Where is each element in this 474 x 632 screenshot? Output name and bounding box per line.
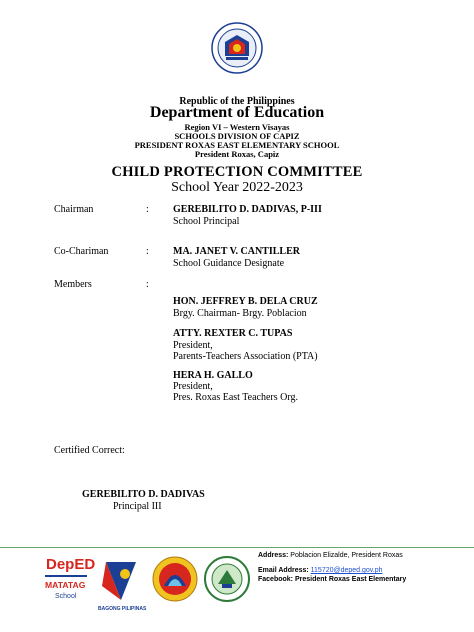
member-1-role: Brgy. Chairman- Brgy. Poblacion	[173, 308, 307, 319]
chairman-label: Chairman	[54, 204, 94, 215]
deped-logo-text: DepED	[46, 556, 96, 573]
co-chairman-label: Co-Chariman	[54, 246, 109, 257]
co-chairman-role: School Guidance Designate	[173, 258, 285, 269]
member-2-name: ATTY. REXTER C. TUPAS	[173, 328, 293, 339]
member-2-role-2: Parents-Teachers Association (PTA)	[173, 351, 318, 362]
signatory-title: Principal III	[113, 501, 162, 512]
member-3-role-2: Pres. Roxas East Teachers Org.	[173, 392, 299, 403]
division-seal-logo	[152, 556, 198, 602]
member-2-role-1: President,	[173, 340, 213, 351]
deped-seal-logo	[211, 22, 263, 74]
co-chairman-name: MA. JANET V. CANTILLER	[173, 246, 300, 257]
chairman-colon: :	[146, 204, 149, 215]
deped-matatag-logo	[45, 552, 96, 616]
members-label: Members	[54, 279, 92, 290]
footer-divider	[0, 547, 474, 548]
signatory-name: GEREBILITO D. DADIVAS	[82, 489, 205, 500]
address-value: Poblacion Elizalde, President Roxas	[290, 552, 403, 559]
bagong-pilipinas-logo	[98, 556, 147, 614]
footer-address	[258, 552, 403, 559]
matatag-text: MATATAG	[45, 580, 86, 590]
co-chairman-colon: :	[146, 246, 149, 257]
matatag-sub-text: School	[55, 593, 77, 600]
republic-line: Republic of the Philippines	[179, 96, 295, 107]
member-1-name: HON. JEFFREY B. DELA CRUZ	[173, 296, 318, 307]
chairman-role: School Principal	[173, 216, 240, 227]
school-name-line: PRESIDENT ROXAS EAST ELEMENTARY SCHOOL	[134, 140, 340, 150]
chairman-name: GEREBILITO D. DADIVAS, P-III	[173, 204, 322, 215]
town-line: President Roxas, Capiz	[194, 149, 280, 159]
email-label: Email Address:	[258, 567, 309, 574]
member-3-role-1: President,	[173, 381, 213, 392]
certified-correct-label: Certified Correct:	[54, 445, 125, 456]
region-line: Region VI – Western Visayas	[184, 122, 290, 132]
bagong-pilipinas-text: BAGONG PILIPINAS	[98, 606, 147, 612]
department-title: Department of Education	[149, 104, 325, 121]
school-seal-logo	[204, 556, 250, 602]
facebook-value[interactable]: President Roxas East Elementary	[294, 576, 407, 583]
address-label: Address:	[258, 552, 289, 559]
school-year: School Year 2022-2023	[171, 180, 303, 195]
facebook-label: Facebook:	[258, 576, 294, 583]
footer-facebook	[258, 576, 406, 583]
footer-email	[258, 567, 383, 574]
member-3-name: HERA H. GALLO	[173, 370, 253, 381]
members-colon: :	[146, 279, 149, 290]
document-title: CHILD PROTECTION COMMITTEE	[111, 164, 363, 180]
email-link[interactable]: 115720@deped.gov.ph	[310, 567, 383, 574]
division-line: SCHOOLS DIVISION OF CAPIZ	[174, 131, 300, 141]
